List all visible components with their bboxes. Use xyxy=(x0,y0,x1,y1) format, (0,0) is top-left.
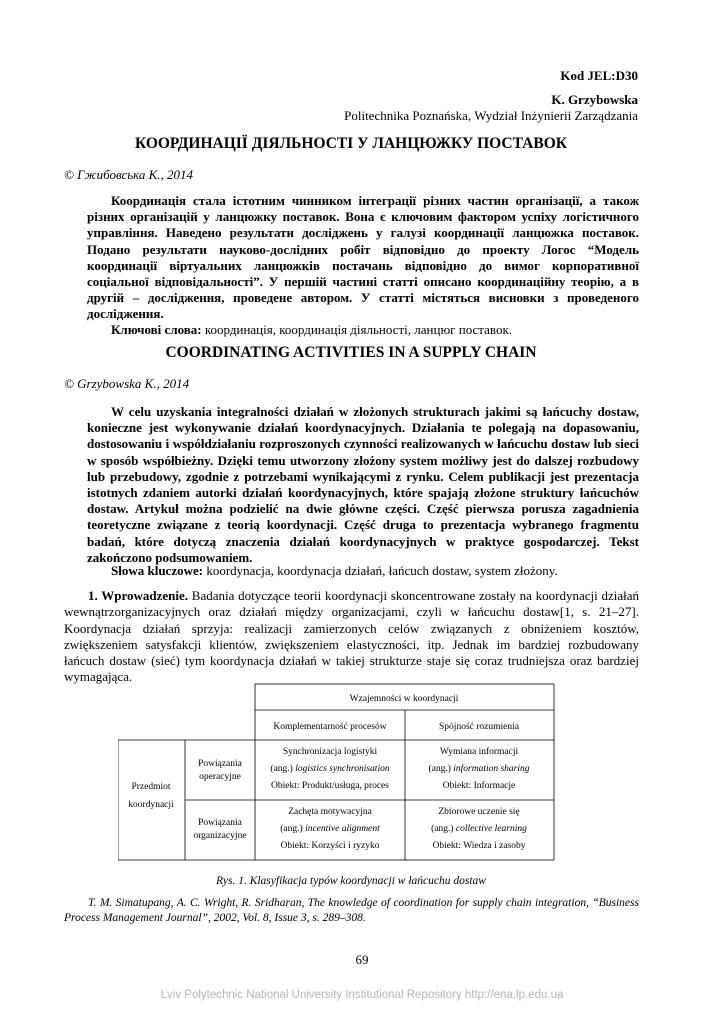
cell-learning-object: Obiekt: Wiedza i zasoby xyxy=(432,841,526,851)
keywords-polish xyxy=(87,563,639,579)
figure-top-header: Wzajemności w koordynacji xyxy=(349,694,459,704)
title-ukrainian: КООРДИНАЦІЇ ДІЯЛЬНОСТІ У ЛАНЦЮЖКУ ПОСТАВОК xyxy=(134,135,568,152)
author-affiliation: Politechnika Poznańska, Wydział Inżynierii Zarządzania xyxy=(344,108,638,123)
page-number: 69 xyxy=(355,952,369,967)
author-name: K. Grzybowska xyxy=(551,92,638,107)
coordination-figure xyxy=(118,683,555,863)
keywords-label: Słowa kluczowe: xyxy=(111,563,204,578)
repository-footer: Lviv Polytechnic National University Institutional Repository http://ena.lp.edu.ua xyxy=(160,989,564,1001)
cell-learning-title: Zbiorowe uczenie się xyxy=(438,807,520,817)
figure-caption: Rys. 1. Klasyfikacja typów koordynacji w łańcuchu dostaw xyxy=(216,875,486,887)
copyright-polish: © Grzybowska K., 2014 xyxy=(64,376,190,391)
abstract-ukrainian: Координація стала істотним чинником інтеграції різних частин організації, а також різних організацій у ланцюжку поставок. Вона є ключовим фактором успіху логістичного управління. Наведено результати досліджень у галузі координації ланцюжка поставок. Подано результати науково-дослідних робіт відповідно до проекту Логос “Модель координації віртуальних ланцюжків постачань відповідно до вимог корпоративної соціальної відповідальності”. У першій частині статті описано координаційну теорію, а в другій – дослідження, проведене автором. У статті містяться висновки з проведеного дослідження. xyxy=(87,193,639,322)
keywords-ukrainian xyxy=(87,322,639,338)
copyright-ukrainian: © Гжибовська К., 2014 xyxy=(64,167,194,182)
figure-col2-header: Spójność rozumienia xyxy=(439,722,519,732)
abstract-polish: W celu uzyskania integralności działań w złożonych strukturach jakimi są łańcuchy dostaw, konieczne jest wykonywanie działań koordynacyjnych. Działania te polegają na dopasowaniu, dostosowaniu i współdziałaniu rozproszonych czynności realizowanych w łańcuchu dostaw lub sieci w sposób współbieżny. Dzięki temu utworzony złożony system możliwy jest do dalszej rozbudowy lub przebudowy, zgodnie z potrzebami wynikającymi z rynku. Celem publikacji jest prezentacja istotnych zdaniem autorki działań koordynacyjnych, które spajają złożone struktury łańcuchów dostaw. Artykuł można podzielić na dwie główne części. Część pierwsza porusza zagadnienia teoretyczne związane z teorią koordynacji. Część druga to prezentacja wybranego fragmentu badań, które dotyczą znaczenia działań koordynacyjnych w praktyce gospodarczej. Tekst zakończono podsumowaniem. xyxy=(87,404,639,565)
figure-col1-header: Komplementarność procesów xyxy=(273,722,387,732)
figure-row2-label-2: organizacyjne xyxy=(193,831,247,841)
cell-incentive-title: Zachęta motywacyjna xyxy=(288,807,372,817)
intro-paragraph xyxy=(64,588,639,686)
cell-incentive-ang: (ang.) incentive alignment xyxy=(280,824,380,834)
intro-text: Badania dotyczące teorii koordynacji skoncentrowane zostały na koordynacji działań wewnątrzorganizacyjnych oraz działań między organizacjami, czyli w łańcuchu dostaw[1, s. 21–27]. Koordynacja działań sprzyja: realizacji zamierzonych celów związanych z obniżeniem kosztów, zwiększeniem satysfakcji klientów, zwiększeniem elastyczności, itp. Jednak im bardziej rozbudowany łańcuch dostaw (sieć) tym koordynacja działań w takiej strukturze staje się coraz trudniejsza oraz bardziej wymagająca. xyxy=(64,588,639,685)
intro-heading: 1. Wprowadzenie. xyxy=(88,588,189,603)
keywords-text: координація, координація діяльності, ланцюг поставок. xyxy=(201,322,513,337)
keywords-text: koordynacja, koordynacja działań, łańcuch dostaw, system złożony. xyxy=(203,563,558,578)
keywords-label: Ключові слова: xyxy=(111,322,202,337)
cell-information-title: Wymiana informacji xyxy=(439,747,519,757)
cell-logistics-object: Obiekt: Produkt/usługa, proces xyxy=(271,781,389,791)
figure-row-header-2: koordynacji xyxy=(128,800,174,810)
cell-logistics-ang: (ang.) logistics synchronisation xyxy=(270,764,390,774)
figure-row1-label-2: operacyjne xyxy=(199,772,241,782)
cell-incentive-object: Obiekt: Korzyści i ryzyko xyxy=(280,841,380,851)
title-polish: COORDINATING ACTIVITIES IN A SUPPLY CHAIN xyxy=(165,344,537,361)
figure-source: T. M. Simatupang, A. C. Wright, R. Sridharan, The knowledge of coordination for supply chain integration, “Business Process Management Journal”, 2002, Vol. 8, Issue 3, s. 289–308. xyxy=(64,897,639,924)
figure-row1-label-1: Powiązania xyxy=(198,759,242,769)
cell-information-object: Obiekt: Informacje xyxy=(442,781,516,791)
figure-row-header-1: Przedmiot xyxy=(131,782,171,792)
figure-row2-label-1: Powiązania xyxy=(198,818,242,828)
cell-information-ang: (ang.) information sharing xyxy=(428,764,530,774)
cell-learning-ang: (ang.) collective learning xyxy=(431,824,527,834)
cell-logistics-title: Synchronizacja logistyki xyxy=(282,747,378,757)
jel-code: Kod JEL:D30 xyxy=(560,68,638,83)
